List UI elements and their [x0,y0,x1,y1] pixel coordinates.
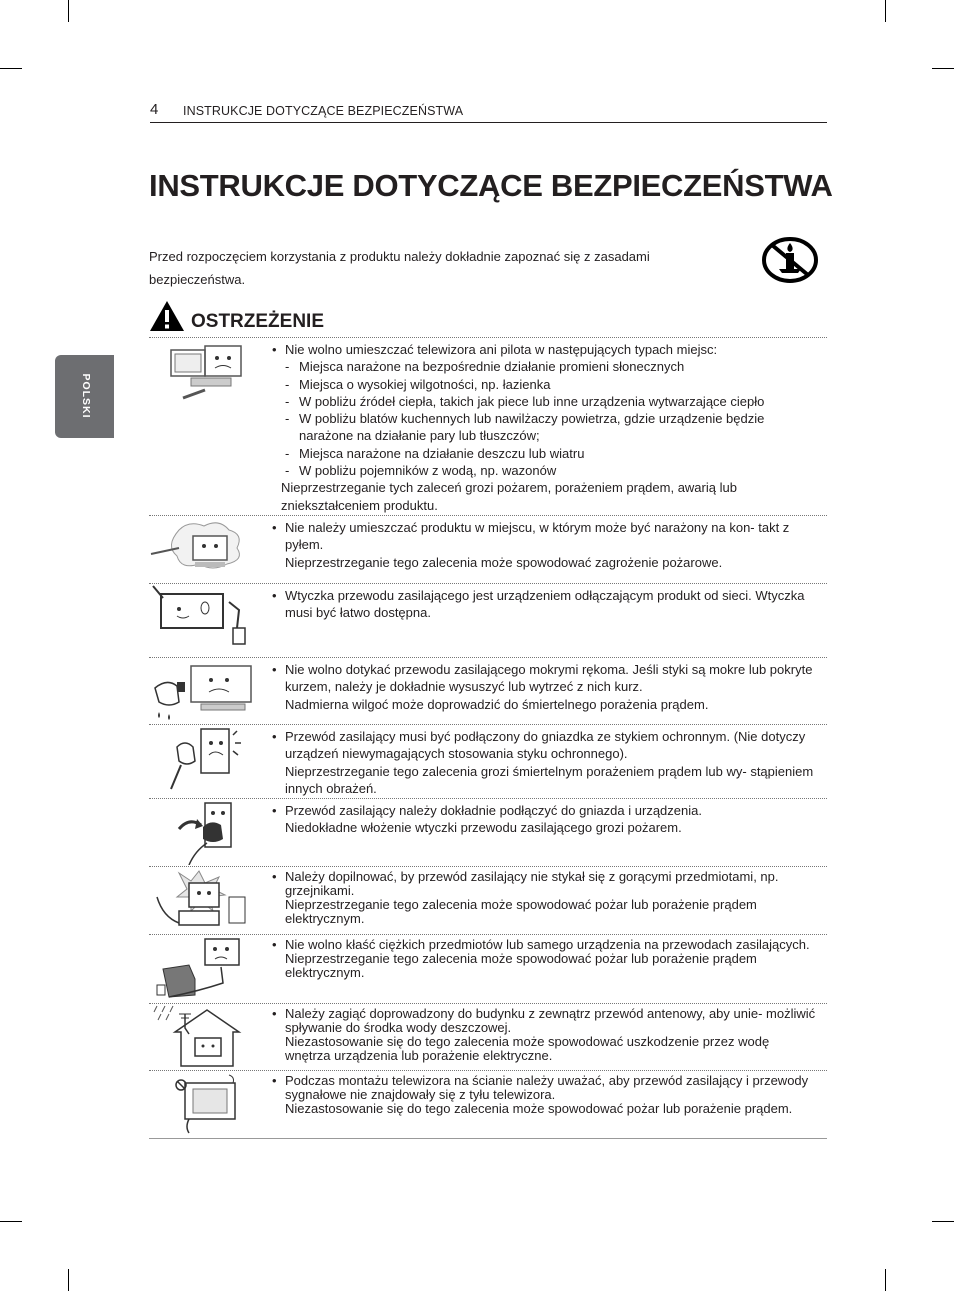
crop-mark [885,0,886,22]
note-text: Niedokładne włożenie wtyczki przewodu zasilającego grozi pożarem. [285,820,682,836]
warning-row [149,338,827,516]
note-text: Nieprzestrzeganie tego zalecenia może spowodować zagrożenie pożarowe. [285,554,723,570]
plug-insert-icon [149,799,259,865]
bullet-text: • Nie należy umieszczać produktu w miejscu, w którym może być narażony na kon- takt z pyłem. [271,519,816,554]
warning-row [149,867,827,935]
cord-heater-icon [149,867,259,933]
tv-dust-icon [149,516,259,580]
note-text: Nieprzestrzeganie tego zalecenia może spowodować pożar lub porażenie prądem elektrycznym. [285,951,757,980]
tv-near-heat-icon [149,338,259,410]
sub-item: - Miejsca narażone na działanie deszczu lub wiatru [271,445,816,462]
note-text: Nieprzestrzeganie tego zalecenia może spowodować pożar lub porażenie prądem elektrycznym. [285,897,757,926]
warning-text [271,661,816,713]
warning-text [271,587,816,622]
warning-row [149,1071,827,1139]
sub-item: - Miejsca narażone na bezpośrednie działanie promieni słonecznych [271,358,816,375]
crop-mark [932,1221,954,1222]
bullet-text: • Nie wolno umieszczać telewizora ani pilota w następujących typach miejsc: [271,341,816,358]
warning-triangle-icon [149,300,185,332]
sub-item: - W pobliżu źródeł ciepła, takich jak piece lub inne urządzenia wytwarzające ciepło [271,393,816,410]
note-text: Niezastosowanie się do tego zalecenia może spowodować pożar lub porażenie prądem. [285,1101,793,1116]
crop-mark [0,68,22,69]
bullet-text: • Przewód zasilający musi być podłączony do gniazdka ze stykiem ochronnym. (Nie dotyczy urządzeń niewymagających stosowania styku ochronnego). [271,728,816,763]
bullet-text: • Nie wolno kłaść ciężkich przedmiotów lub samego urządzenia na przewodach zasilających. [271,938,816,952]
language-tab-label: POLSKI [80,373,92,419]
bullet-text: • Przewód zasilający należy dokładnie podłączyć do gniazda i urządzenia. [271,802,816,819]
heavy-object-cord-icon [149,935,259,1001]
warning-text [271,341,816,514]
note-text: Niezastosowanie się do tego zalecenia może spowodować uszkodzenie przez wodę wnętrza urządzenia lub porażenie elektryczne. [285,1034,770,1063]
warning-label: OSTRZEŻENIE [191,311,325,332]
wall-mount-cable-icon [149,1071,259,1137]
wet-hands-plug-icon [149,658,259,722]
bullet-text: • Nie wolno dotykać przewodu zasilającego mokrymi rękoma. Jeśli styki są mokre lub pokryte kurzem, należy je dokładnie wysuszyć lub wytrzeć z nich kurz. [271,661,816,696]
warning-row [149,1004,827,1071]
bullet-text: • Należy dopilnować, by przewód zasilający nie stykał się z gorącymi przedmiotami, np. grzejnikami. [271,870,816,898]
crop-mark [0,1221,22,1222]
warning-text [271,870,816,926]
bullet-text: • Podczas montażu telewizora na ścianie należy uważać, aby przewód zasilający i przewody sygnałowe nie znajdowały się z tyłu telewizora. [271,1074,816,1102]
warning-text [271,1007,816,1063]
antenna-rain-house-icon [149,1004,259,1070]
no-candle-icon [761,236,819,284]
grounded-outlet-icon [149,725,259,795]
sub-item: - W pobliżu blatów kuchennych lub nawilżaczy powietrza, gdzie urządzenie będzie narażone na działanie pary lub tłuszczów; [271,410,816,445]
tv-plug-disconnect-icon [149,584,259,654]
sub-item: - W pobliżu pojemników z wodą, np. wazonów [271,462,816,479]
warning-text [271,802,816,837]
page-title: INSTRUKCJE DOTYCZĄCE BEZPIECZEŃSTWA [149,168,833,203]
crop-mark [932,68,954,69]
warning-text [271,938,816,980]
crop-mark [68,0,69,22]
bullet-text: • Należy zagiąć doprowadzony do budynku z zewnątrz przewód antenowy, aby unie- możliwić spływanie do środka wody deszczowej. [271,1007,816,1035]
warning-row [149,725,827,799]
warning-text [271,1074,816,1116]
crop-mark [68,1269,69,1291]
warning-text [271,728,816,797]
note-text: Nieprzestrzeganie tych zaleceń grozi pożarem, porażeniem prądem, awarią lub zniekształceniem produktu. [281,480,737,513]
warning-row [149,799,827,867]
page-number: 4 [150,101,159,118]
crop-mark [885,1269,886,1291]
warning-row [149,584,827,658]
language-tab [55,355,114,438]
note-text: Nieprzestrzeganie tego zalecenia grozi śmiertelnym porażeniem prądem lub wy- stąpieniem innych obrażeń. [285,763,814,796]
note-text: Nadmierna wilgoć może doprowadzić do śmiertelnego porażenia prądem. [285,696,709,712]
sub-item: - Miejsca o wysokiej wilgotności, np. łazienka [271,376,816,393]
warning-row [149,658,827,725]
running-header [150,100,827,123]
warning-row [149,516,827,584]
running-header-title: INSTRUKCJE DOTYCZĄCE BEZPIECZEŃSTWA [183,104,464,118]
warning-text [271,519,816,571]
intro-text: Przed rozpoczęciem korzystania z produktu należy dokładnie zapoznać się z zasadami bezpieczeństwa. [149,249,650,287]
warning-row [149,935,827,1004]
bullet-text: • Wtyczka przewodu zasilającego jest urządzeniem odłączającym produkt od sieci. Wtyczka musi być łatwo dostępna. [271,587,816,622]
